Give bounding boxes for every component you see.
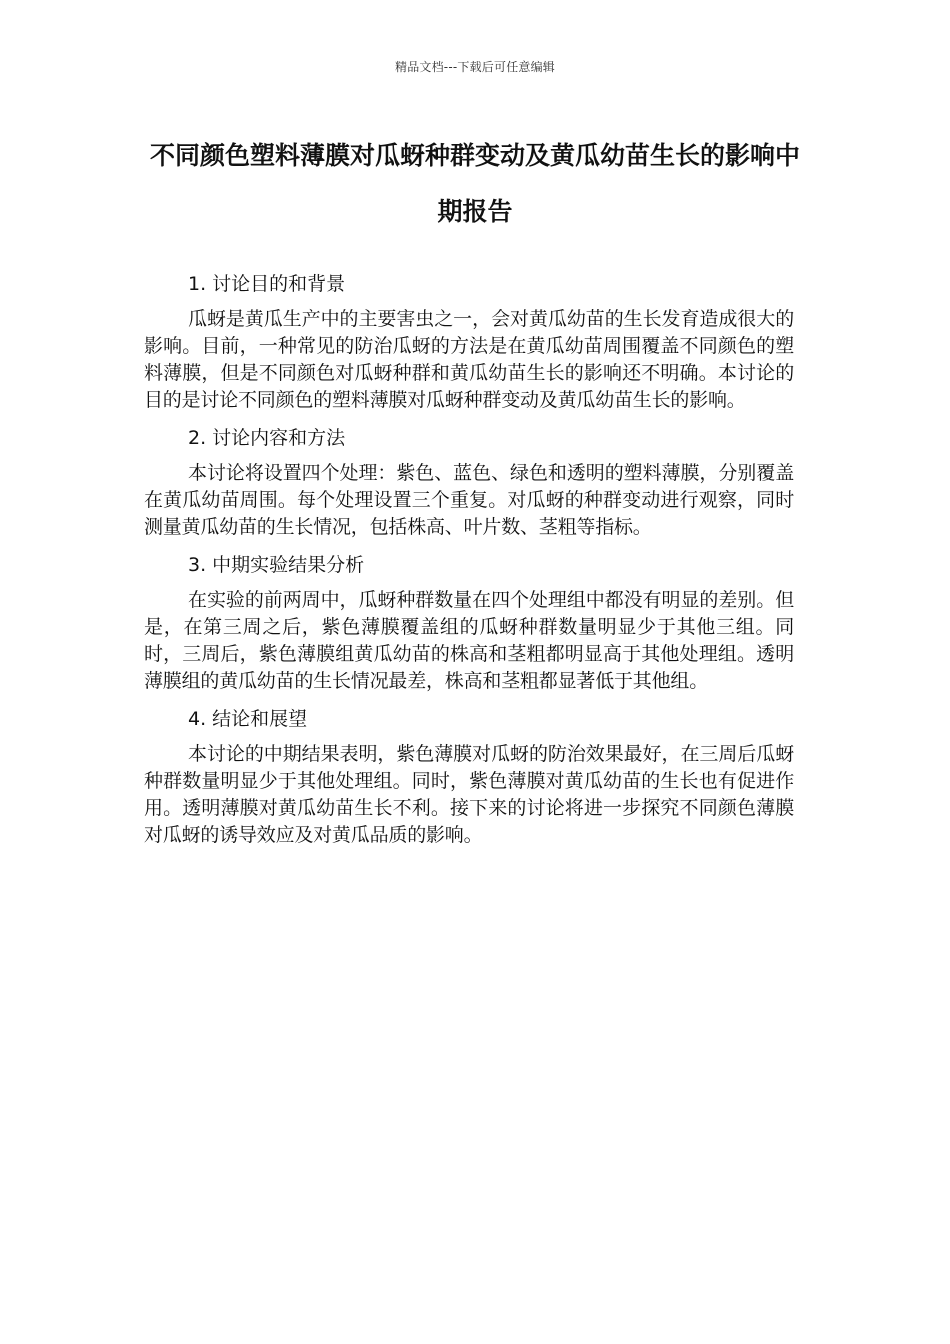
document-body: [144, 270, 794, 859]
section-heading: 3. 中期实验结果分析: [188, 554, 365, 576]
section-background: [144, 270, 794, 414]
section-heading: 2. 讨论内容和方法: [188, 427, 346, 449]
section-paragraph: 瓜蚜是黄瓜生产中的主要害虫之一，会对黄瓜幼苗的生长发育造成很大的影响。目前，一种常见的防治瓜蚜的方法是在黄瓜幼苗周围覆盖不同颜色的塑料薄膜，但是不同颜色对瓜蚜种群和黄瓜幼苗生长的影响还不明确。本讨论的目的是讨论不同颜色的塑料薄膜对瓜蚜种群变动及黄瓜幼苗生长的影响。: [144, 308, 794, 411]
section-heading: 1. 讨论目的和背景: [188, 273, 346, 295]
section-paragraph: 在实验的前两周中，瓜蚜种群数量在四个处理组中都没有明显的差别。但是，在第三周之后，紫色薄膜覆盖组的瓜蚜种群数量明显少于其他三组。同时，三周后，紫色薄膜组黄瓜幼苗的株高和茎粗都明显高于其他处理组。透明薄膜组的黄瓜幼苗的生长情况最差，株高和茎粗都显著低于其他组。: [144, 589, 794, 692]
document-title: 不同颜色塑料薄膜对瓜蚜种群变动及黄瓜幼苗生长的影响中期报告: [149, 141, 800, 226]
section-paragraph: 本讨论将设置四个处理：紫色、蓝色、绿色和透明的塑料薄膜，分别覆盖在黄瓜幼苗周围。每个处理设置三个重复。对瓜蚜的种群变动进行观察，同时测量黄瓜幼苗的生长情况，包括株高、叶片数、茎粗等指标。: [144, 462, 794, 538]
section-heading: 4. 结论和展望: [188, 708, 308, 730]
section-paragraph: 本讨论的中期结果表明，紫色薄膜对瓜蚜的防治效果最好，在三周后瓜蚜种群数量明显少于其他处理组。同时，紫色薄膜对黄瓜幼苗的生长也有促进作用。透明薄膜对黄瓜幼苗生长不利。接下来的讨论将进一步探究不同颜色薄膜对瓜蚜的诱导效应及对黄瓜品质的影响。: [144, 743, 794, 846]
section-conclusion: [144, 705, 794, 849]
section-results: [144, 551, 794, 695]
header-note: 精品文档---下载后可任意编辑: [395, 60, 555, 74]
section-methods: [144, 424, 794, 541]
